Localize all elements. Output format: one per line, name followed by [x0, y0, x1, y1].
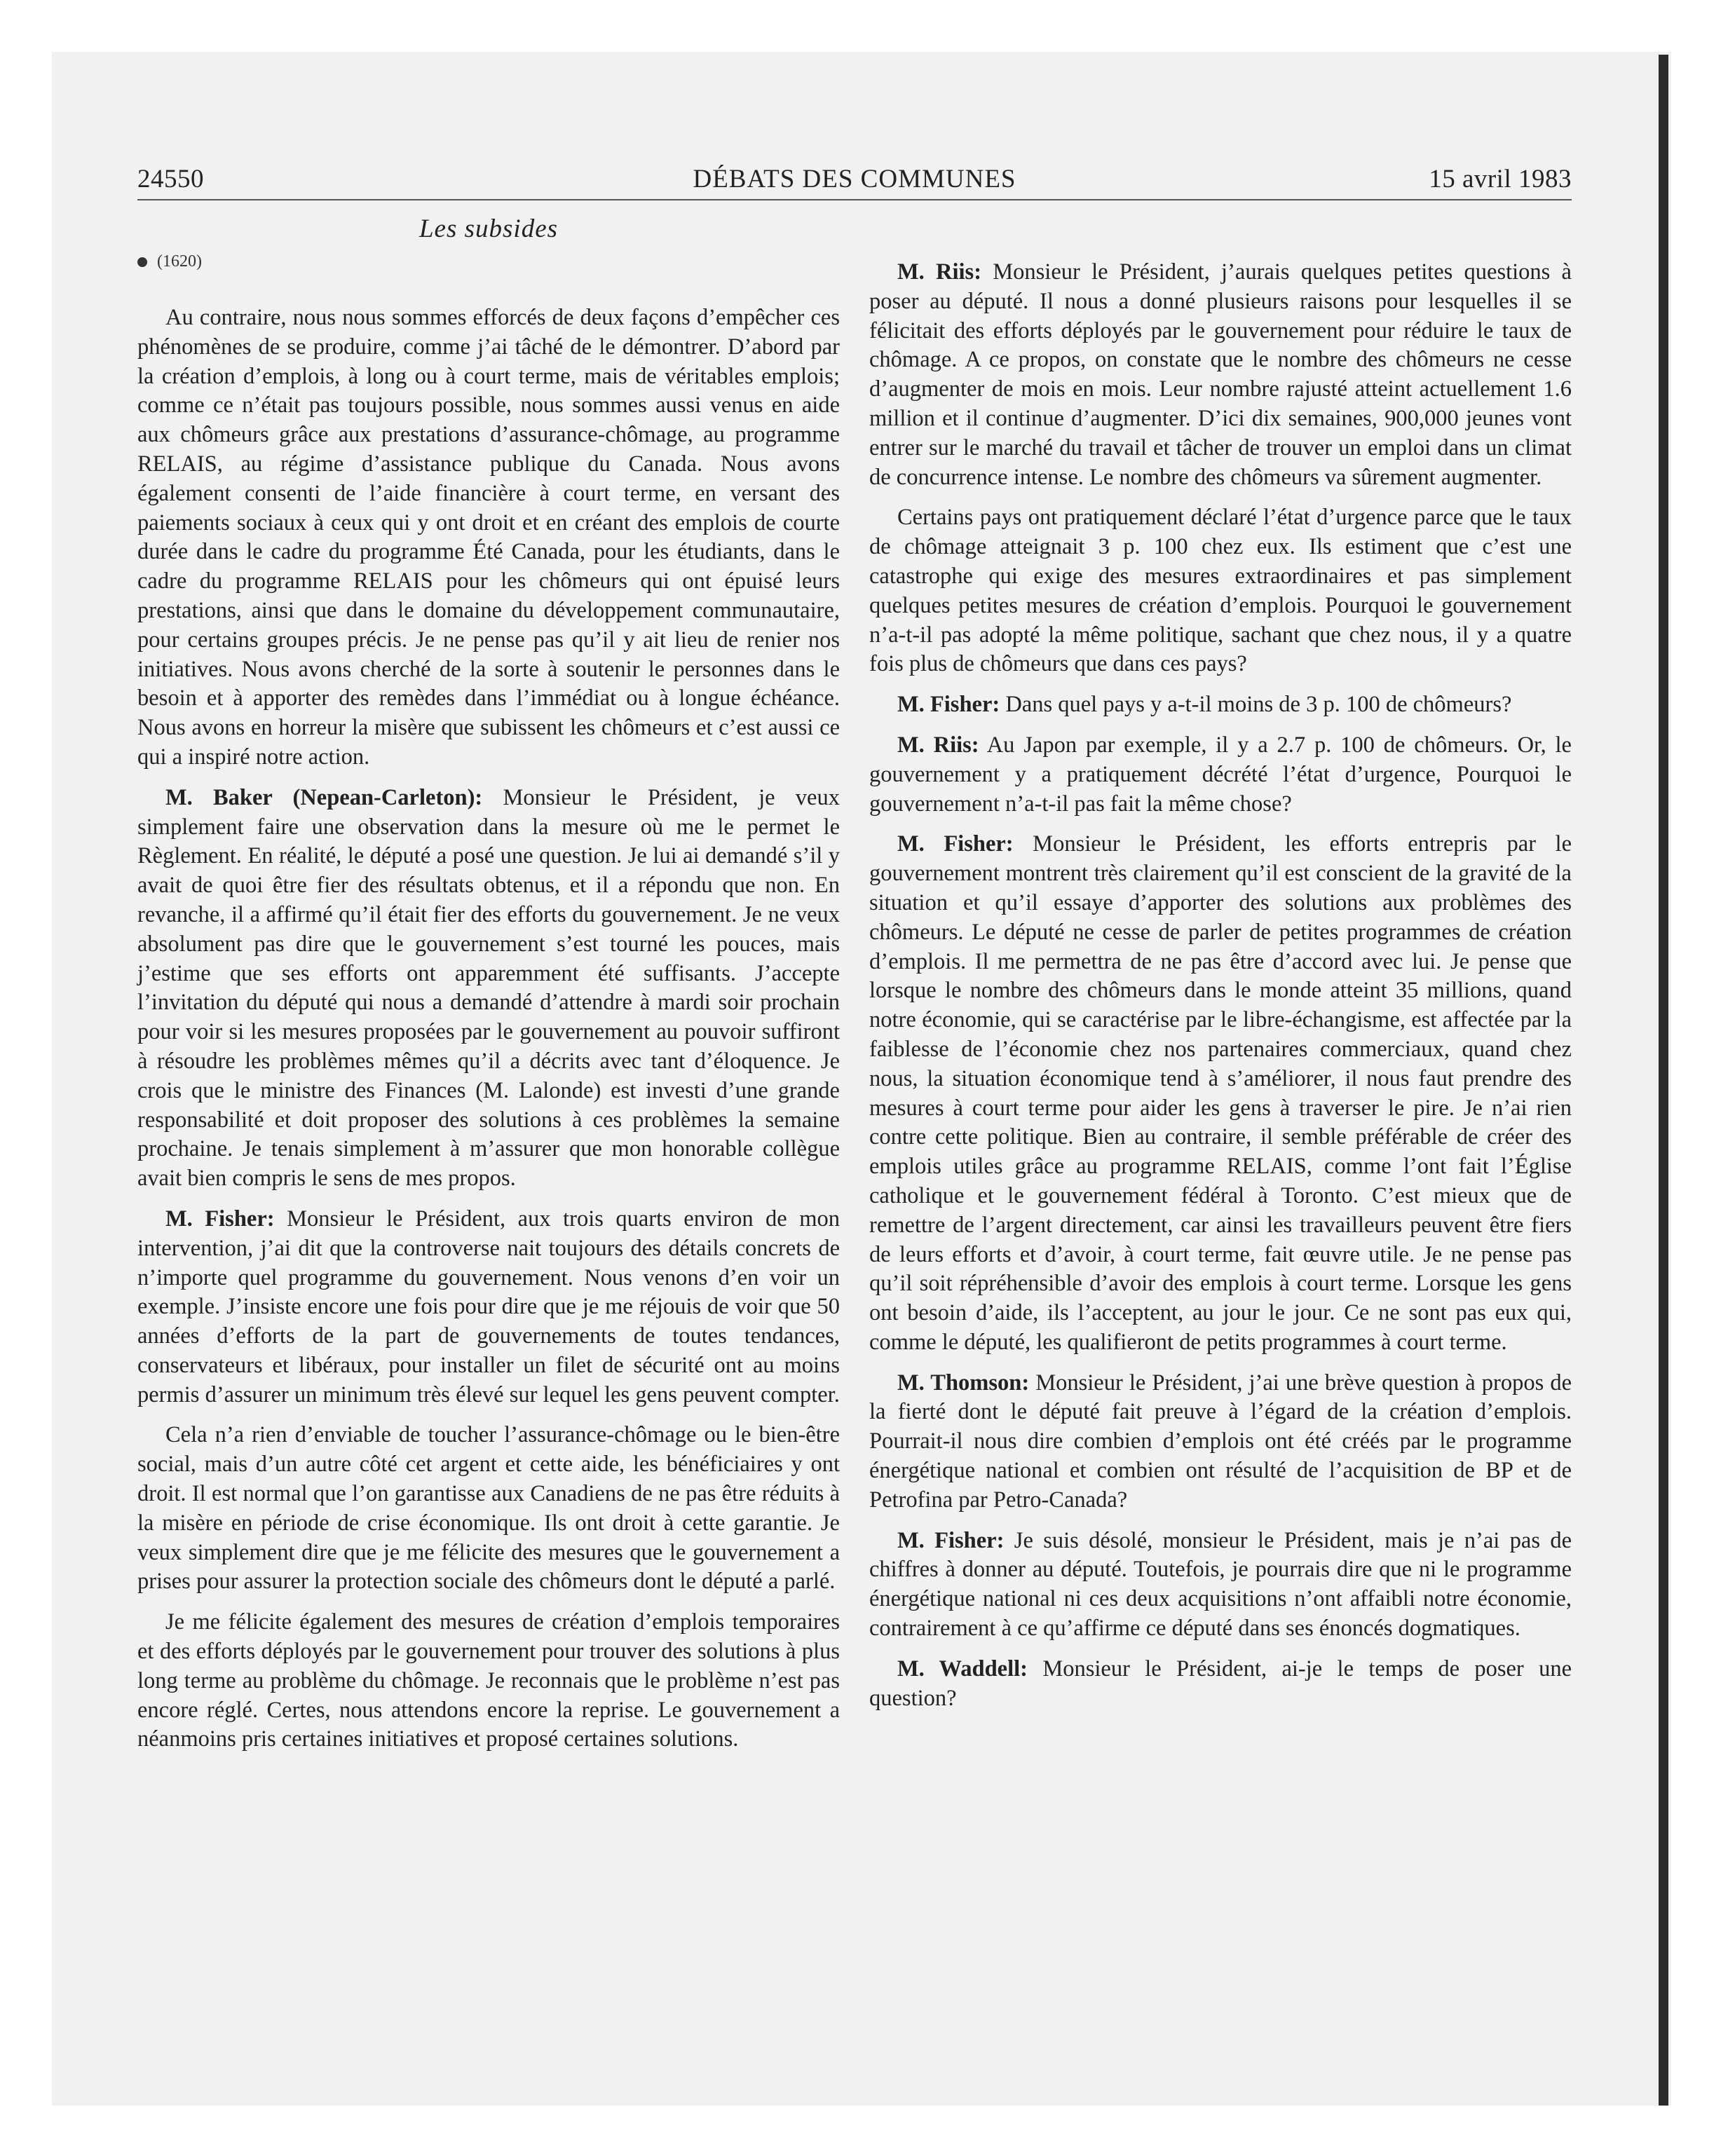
- section-title: Les subsides: [419, 214, 559, 243]
- speaker-name: M. Fisher:: [897, 831, 1014, 857]
- right-column: [869, 258, 1572, 1713]
- speaker-name: M. Waddell:: [897, 1656, 1028, 1681]
- paragraph: [869, 258, 1572, 492]
- speaker-name: M. Fisher:: [897, 692, 1000, 718]
- paragraph: [869, 1369, 1572, 1515]
- paragraph: [869, 503, 1572, 679]
- paragraph-text: Je me félicite également des mesures de création d’emplois temporaires et des efforts déployés par le gouvernement pour trouver des solutions à plus long terme au problème du chômage. Je reconnais que le problème n’est pas encore réglé. Certes, nous attendons encore la reprise. Le gouvernement a néanmoins pris certaines initiatives et proposé certaines solutions.: [137, 1609, 840, 1752]
- paragraph: [137, 303, 840, 772]
- paragraph-text: Dans quel pays y a-t-il moins de 3 p. 100 de chômeurs?: [1005, 692, 1512, 718]
- paragraph-text: Cela n’a rien d’enviable de toucher l’assurance-chômage ou le bien-être social, mais d’un autre côté cet argent et cette aide, les bénéficiaires y ont droit. Il est normal que l’on garantisse aux Canadiens de ne pas être réduits à la misère en période de crise économique. Ils ont droit à cette garantie. Je veux simplement dire que je me félicite des mesures que le gouvernement a prises pour assurer la protection sociale des chômeurs dont le député a parlé.: [137, 1422, 840, 1595]
- header-rule: [137, 199, 1572, 200]
- paragraph: [869, 1527, 1572, 1644]
- speaker-name: M. Thomson:: [897, 1370, 1030, 1396]
- page-header: [137, 164, 1572, 198]
- paragraph-text: Monsieur le Président, ai-je le temps de poser une question?: [869, 1656, 1572, 1711]
- paragraph-text: Monsieur le Président, aux trois quarts environ de mon intervention, j’ai dit que la controverse nait toujours des détails concrets de n’importe quel programme du gouvernement. Nous venons d’en voir un exemple. J’insiste encore une fois pour dire que je me réjouis de voir que 50 années d’efforts de la part de gouvernements de toutes tendances, conservateurs et libéraux, pour installer un filet de sécurité ont au moins permis d’assurer un minimum très élevé sur lequel les gens peuvent compter.: [137, 1206, 841, 1407]
- speaker-name: M. Fisher:: [897, 1527, 1005, 1553]
- paragraph-text: Monsieur le Président, j’ai une brève question à propos de la fierté dont le député fait preuve à l’égard de la création d’emplois. Pourrait-il nous dire combien d’emplois ont été créés par le programme énergétique national et combien ont résulté de l’acquisition de BP et de Petrofina par Petro-Canada?: [869, 1370, 1572, 1513]
- paragraph: [869, 690, 1572, 720]
- paragraph: [869, 830, 1572, 1357]
- speaker-name: M. Riis:: [897, 259, 982, 285]
- paragraph-text: Monsieur le Président, les efforts entrepris par le gouvernement montrent très clairement qu’il est conscient de la gravité de la situation et qu’il essaye d’apporter des solutions aux problèmes des chômeurs. Le député ne cesse de parler de petites programmes de création d’emplois. Il me permettra de ne pas être d’accord avec lui. Je pense que lorsque le nombre des chômeurs dans le monde atteint 35 millions, quand notre économie, qui se caractérise par le libre-échangisme, est affectée par la faiblesse de l’économie chez nos partenaires commerciaux, quand chez nous, la situation économique tend à s’améliorer, il nous faut prendre des mesures à court terme pour aider les gens à traverser le pire. Je n’ai rien contre cette politique. Bien au contraire, il semble préférable de créer des emplois utiles grâce au programme RELAIS, comme l’ont fait l’Église catholique et le gouvernement fédéral à Toronto. C’est mieux que de remettre de l’argent directement, car ainsi les travailleurs peuvent être fiers de leurs efforts et d’avoir, à court terme, fait œuvre utile. Je ne pense pas qu’il soit répréhensible d’avoir des emplois à court terme. Lorsque les gens ont besoin d’aide, ils l’acceptent, au jour le jour. Ce ne sont pas eux qui, comme le député, les qualifieront de petits programmes à court terme.: [869, 831, 1572, 1355]
- scan-edge-bar: [1659, 55, 1668, 2106]
- publication-title: DÉBATS DES COMMUNES: [693, 165, 1016, 193]
- speaker-name: M. Baker (Nepean-Carleton):: [165, 784, 483, 810]
- paragraph: [137, 1421, 840, 1597]
- timestamp-label: (1620): [157, 252, 202, 271]
- paragraph: [869, 731, 1572, 819]
- publication-date: 15 avril 1983: [1429, 165, 1572, 193]
- paragraph: [137, 784, 840, 1194]
- paragraph-text: Au Japon par exemple, il y a 2.7 p. 100 de chômeurs. Or, le gouvernement y a pratiquement décrété l’état d’urgence, Pourquoi le gouvernement n’a-t-il pas fait la même chose?: [869, 732, 1572, 817]
- paragraph: [869, 1655, 1572, 1714]
- speaker-name: M. Riis:: [897, 732, 979, 758]
- paragraph: [137, 1205, 840, 1410]
- paragraph-text: Monsieur le Président, je veux simplement faire une observation dans la mesure où me le permet le Règlement. En réalité, le député a posé une question. Je lui ai demandé s’il y avait de quoi être fier des résultats obtenus, et il a répondu que non. En revanche, il a affirmé qu’il était fier des efforts du gouvernement. Je ne veux absolument pas dire que le gouvernement s’est tourné les pouces, mais j’estime que ses efforts ont apparemment été suffisants. J’accepte l’invitation du député qui nous a demandé d’attendre à mardi soir prochain pour voir si les mesures proposées par le gouvernement au pouvoir suffiront à résoudre les problèmes mêmes qu’il a décrits avec tant d’éloquence. Je crois que le ministre des Finances (M. Lalonde) est investi d’une grande responsabilité et doit proposer des solutions à ces problèmes la semaine prochaine. Je tenais simplement à m’assurer que mon honorable collègue avait bien compris le sens de mes propos.: [137, 784, 840, 1192]
- left-column: [137, 303, 840, 1754]
- timestamp: [137, 252, 202, 271]
- bullet-icon: [137, 257, 147, 267]
- speaker-name: M. Fisher:: [165, 1206, 275, 1231]
- paragraph-text: Au contraire, nous nous sommes efforcés de deux façons d’empêcher ces phénomènes de se produire, comme j’ai tâché de le démontrer. D’abord par la création d’emplois, à long ou à court terme, mais de véritables emplois; comme ce n’était pas toujours possible, nous sommes aussi venus en aide aux chômeurs grâce aux prestations d’assurance-chômage, au programme RELAIS, au régime d’assistance publique du Canada. Nous avons également consenti de l’aide financière à court terme, en versant des paiements sociaux à ceux qui y ont droit et en créant des emplois de courte durée dans le cadre du programme Été Canada, pour les étudiants, dans le cadre du programme RELAIS pour les chômeurs qui ont épuisé leurs prestations, ainsi que dans le domaine du développement communautaire, pour certains groupes précis. Je ne pense pas qu’il y ait lieu de renier nos initiatives. Nous avons cherché de la sorte à soutenir le personnes dans le besoin et à apporter des remèdes dans l’immédiat ou à longue échéance. Nous avons en horreur la misère que subissent les chômeurs et c’est aussi ce qui a inspiré notre action.: [137, 305, 840, 770]
- paragraph-text: Je suis désolé, monsieur le Président, mais je n’ai pas de chiffres à donner au député. Toutefois, je pourrais dire que ni le programme énergétique national ni ces deux acquisitions n’ont affaibli notre économie, contrairement à ce qu’affirme ce député dans ses énoncés dogmatiques.: [869, 1527, 1572, 1642]
- paragraph: [137, 1608, 840, 1754]
- paragraph-text: Certains pays ont pratiquement déclaré l’état d’urgence parce que le taux de chômage atteignait 3 p. 100 chez eux. Ils estiment que c’est une catastrophe qui exige des mesures extraordinaires et pas simplement quelques petites mesures de création d’emplois. Pourquoi le gouvernement n’a-t-il pas adopté la même politique, sachant que chez nous, il y a quatre fois plus de chômeurs que dans ces pays?: [869, 505, 1572, 677]
- paragraph-text: Monsieur le Président, j’aurais quelques petites questions à poser au député. Il nous a donné plusieurs raisons pour lesquelles il se félicitait des efforts déployés par le gouvernement pour réduire le taux de chômage. A ce propos, on constate que le nombre des chômeurs ne cesse d’augmenter de mois en mois. Leur nombre rajusté atteint actuellement 1.6 million et il continue d’augmenter. D’ici dix semaines, 900,000 jeunes vont entrer sur le marché du travail et tâcher de trouver un emploi dans un climat de concurrence intense. Le nombre des chômeurs va sûrement augmenter.: [869, 259, 1572, 490]
- page-number: 24550: [137, 165, 204, 193]
